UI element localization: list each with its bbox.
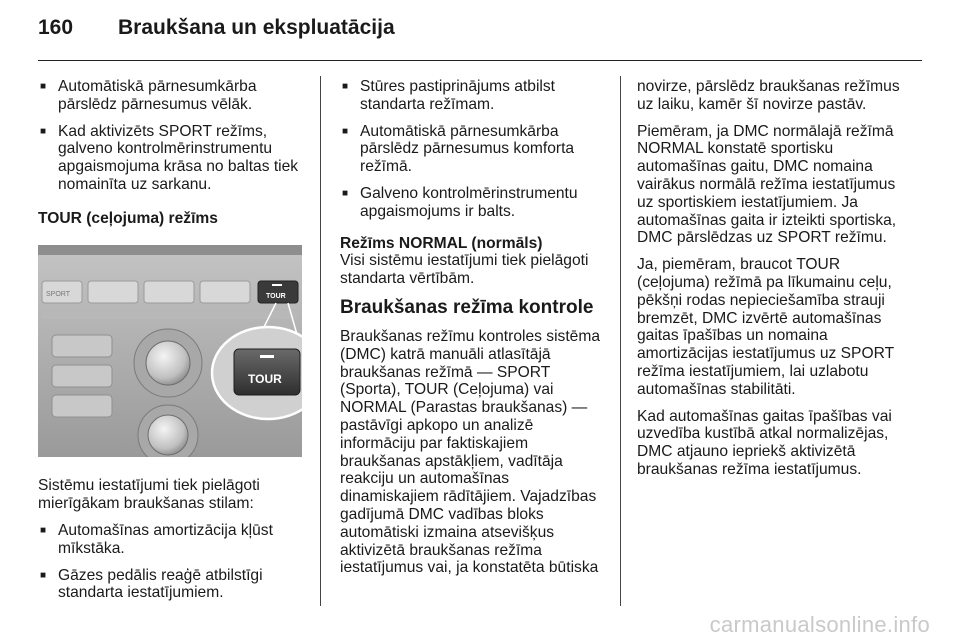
section-text: Braukšanas režīmu kontroles sistēma (DMC) katrā manuāli atlasītājā braukšanas režīmā — SPORT (Sporta), TOUR (Ceļojuma) vai NORMAL (Parastas braukšanas) — pastāvīgi apkopo un analizē informāciju par faktiskajiem braukšanas apstākļiem, vadītāja reakciju un automašīnas dinamiskajiem rādītājiem. Vajadzības gadījumā DMC vadības bloks automātiski izmaina atsevišķus aktivizētā braukšanas režīma iestatījumus vai, ja konstatēta būtiska <box>340 327 600 577</box>
column-divider-1 <box>320 76 321 606</box>
list-item: ■ Galveno kontrolmērinstrumentu apgaismojums ir balts. <box>340 185 608 221</box>
normal-text: Visi sistēmu iestatījumi tiek pielāgoti standarta vērtībām. <box>340 252 589 288</box>
paragraph: Piemēram, ja DMC normālajā režīmā NORMAL konstatē sportisku automašīnas gaitu, DMC nomaina vairākus normālā režīma iestatījumus uz sportiskiem iestatījumiem. Ja automašīnas gaita ir izteikti sportiska, DMC pārslēdzas uz SPORT režīmu. <box>637 122 897 247</box>
section-heading: Braukšanas režīma kontrole <box>340 296 594 318</box>
tour-button-figure <box>38 245 302 457</box>
paragraph: novirze, pārslēdz braukšanas režīmus uz laiku, kamēr šī novirze pastāv. <box>637 78 900 113</box>
page-header <box>38 16 922 50</box>
tour-zoom-label: TOUR <box>248 371 282 386</box>
column-2 <box>340 78 608 586</box>
column-1 <box>38 78 308 611</box>
intro-text: Sistēmu iestatījumi tiek pielāgoti mierīgākam braukšanas stilam: <box>38 477 260 513</box>
knob-lower <box>148 415 188 455</box>
list-item: ■ Automašīnas amortizācija kļūst mīkstāka. <box>38 522 308 558</box>
list-item: ■ Stūres pastiprinājums atbilst standarta režīmam. <box>340 78 608 114</box>
list-item: ■ Gāzes pedālis reaģē atbilstīgi standarta iestatījumiem. <box>38 567 308 603</box>
list-item: ■ Kad aktivizēts SPORT režīms, galveno kontrolmērinstrumentu apgaismojuma krāsa no baltas tiek nomainīta uz sarkanu. <box>38 123 308 194</box>
sport-small-label: SPORT <box>46 290 70 298</box>
list-item: ■ Automātiskā pārnesumkārba pārslēdz pārnesumus vēlāk. <box>38 78 308 114</box>
header-rule <box>38 60 922 61</box>
tour-small-label: TOUR <box>266 292 286 300</box>
paragraph: Ja, piemēram, braucot TOUR (ceļojuma) režīmā pa līkumainu ceļu, pēkšņi rodas nepieciešamība strauji bremzēt, DMC izvērtē automašīnas gaitas īpašības un nomaina amortizācijas iestatījumus uz SPORT režīma iestatījumiem, lai uzlabotu automašīnas stabilitāti. <box>637 256 894 398</box>
page-number: 160 <box>38 16 74 39</box>
paragraph: Kad automašīnas gaitas īpašības vai uzvedība kustībā atkal normalizējas, DMC atjauno iepriekš aktivizētā braukšanas režīma iestatījumus. <box>637 407 892 478</box>
knob-upper <box>146 341 190 385</box>
normal-heading: Režīms NORMAL (normāls) <box>340 234 543 252</box>
column-divider-2 <box>620 76 621 606</box>
column-3 <box>637 78 909 488</box>
watermark: carmanualsonline.info <box>709 612 930 637</box>
button-row-top <box>42 281 298 303</box>
page-title: Braukšana un ekspluatācija <box>118 16 395 39</box>
list-item: ■ Automātiskā pārnesumkārba pārslēdz pārnesumus komforta režīmā. <box>340 123 608 176</box>
tour-heading: TOUR (ceļojuma) režīms <box>38 209 218 227</box>
